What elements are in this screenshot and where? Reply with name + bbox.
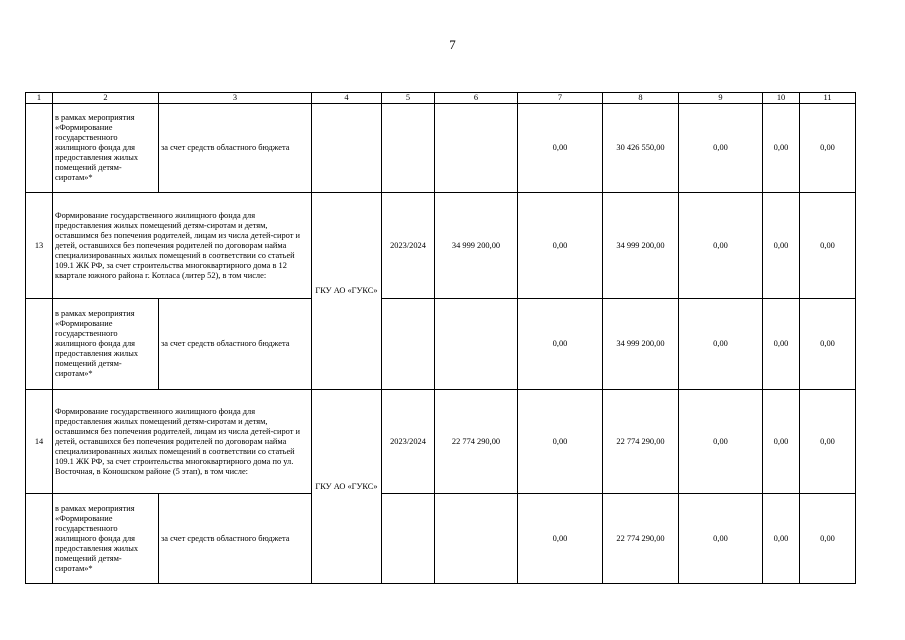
row-value-col10: 0,00 (763, 390, 800, 494)
row-name: Формирование государственного жилищного фонда для предоставления жилых помещений детям-сиротам и детям, оставшимся без попечения родителей, лицам из числа детей-сирот и детей, оставшихся без попечения родителей по договорам найма специализированных жилых помещений в соответствии со статьей 109.1 ЖК РФ, за счет строительства многоквартирного дома в 12 квартале южного района г. Котласа (литер 52), в том числе: (53, 193, 312, 299)
row-funding-source: за счет средств областного бюджета (159, 299, 312, 390)
row-value-col8: 30 426 550,00 (603, 104, 679, 193)
row-number: 14 (26, 390, 53, 494)
row-period: 2023/2024 (382, 193, 435, 299)
row-value-col9: 0,00 (679, 104, 763, 193)
row-executor: ГКУ АО «ГУКС» (312, 193, 382, 390)
row-value-col7: 0,00 (518, 494, 603, 584)
column-header: 4 (312, 93, 382, 104)
row-name: в рамках мероприятия «Формирование государственного жилищного фонда для предоставления жилых помещений детям-сиротам»* (53, 299, 159, 390)
row-period (382, 299, 435, 390)
row-period: 2023/2024 (382, 390, 435, 494)
row-value-col7: 0,00 (518, 299, 603, 390)
table-row (26, 390, 856, 494)
row-value-col6 (435, 299, 518, 390)
table-row (26, 104, 856, 193)
table-row (26, 299, 856, 390)
row-value-col10: 0,00 (763, 299, 800, 390)
row-value-col7: 0,00 (518, 390, 603, 494)
row-value-col8: 22 774 290,00 (603, 494, 679, 584)
row-name: в рамках мероприятия «Формирование государственного жилищного фонда для предоставления жилых помещений детям-сиротам»* (53, 494, 159, 584)
column-header: 7 (518, 93, 603, 104)
table-row (26, 193, 856, 299)
column-header: 1 (26, 93, 53, 104)
row-value-col7: 0,00 (518, 104, 603, 193)
row-value-col11: 0,00 (800, 390, 856, 494)
row-value-col11: 0,00 (800, 104, 856, 193)
row-value-col8: 34 999 200,00 (603, 299, 679, 390)
row-executor (312, 104, 382, 193)
row-number: 13 (26, 193, 53, 299)
column-header: 10 (763, 93, 800, 104)
row-value-col11: 0,00 (800, 299, 856, 390)
column-header: 2 (53, 93, 159, 104)
column-number-header-row (26, 93, 856, 104)
row-value-col6: 22 774 290,00 (435, 390, 518, 494)
row-value-col10: 0,00 (763, 193, 800, 299)
row-number (26, 299, 53, 390)
row-name: Формирование государственного жилищного фонда для предоставления жилых помещений детям-сиротам и детям, оставшимся без попечения родителей, лицам из числа детей-сирот и детей, оставшихся без попечения родителей по договорам найма специализированных жилых помещений в соответствии со статьей 109.1 ЖК РФ, за счет строительства многоквартирного дома по ул. Восточная, в Коношском районе (5 этап), в том числе: (53, 390, 312, 494)
row-period (382, 104, 435, 193)
row-value-col6 (435, 494, 518, 584)
row-value-col8: 34 999 200,00 (603, 193, 679, 299)
row-funding-source: за счет средств областного бюджета (159, 104, 312, 193)
row-value-col10: 0,00 (763, 104, 800, 193)
row-value-col9: 0,00 (679, 193, 763, 299)
row-value-col9: 0,00 (679, 494, 763, 584)
row-value-col10: 0,00 (763, 494, 800, 584)
row-value-col6 (435, 104, 518, 193)
row-period (382, 494, 435, 584)
row-value-col9: 0,00 (679, 299, 763, 390)
row-value-col11: 0,00 (800, 494, 856, 584)
row-funding-source: за счет средств областного бюджета (159, 494, 312, 584)
row-value-col9: 0,00 (679, 390, 763, 494)
row-value-col6: 34 999 200,00 (435, 193, 518, 299)
row-name: в рамках мероприятия «Формирование государственного жилищного фонда для предоставления жилых помещений детям-сиротам»* (53, 104, 159, 193)
column-header: 9 (679, 93, 763, 104)
row-number (26, 104, 53, 193)
column-header: 11 (800, 93, 856, 104)
row-number (26, 494, 53, 584)
table-row (26, 494, 856, 584)
row-value-col7: 0,00 (518, 193, 603, 299)
column-header: 5 (382, 93, 435, 104)
row-executor: ГКУ АО «ГУКС» (312, 390, 382, 584)
column-header: 6 (435, 93, 518, 104)
row-value-col11: 0,00 (800, 193, 856, 299)
page-number: 7 (449, 37, 456, 52)
program-table (25, 92, 856, 584)
column-header: 3 (159, 93, 312, 104)
row-value-col8: 22 774 290,00 (603, 390, 679, 494)
column-header: 8 (603, 93, 679, 104)
